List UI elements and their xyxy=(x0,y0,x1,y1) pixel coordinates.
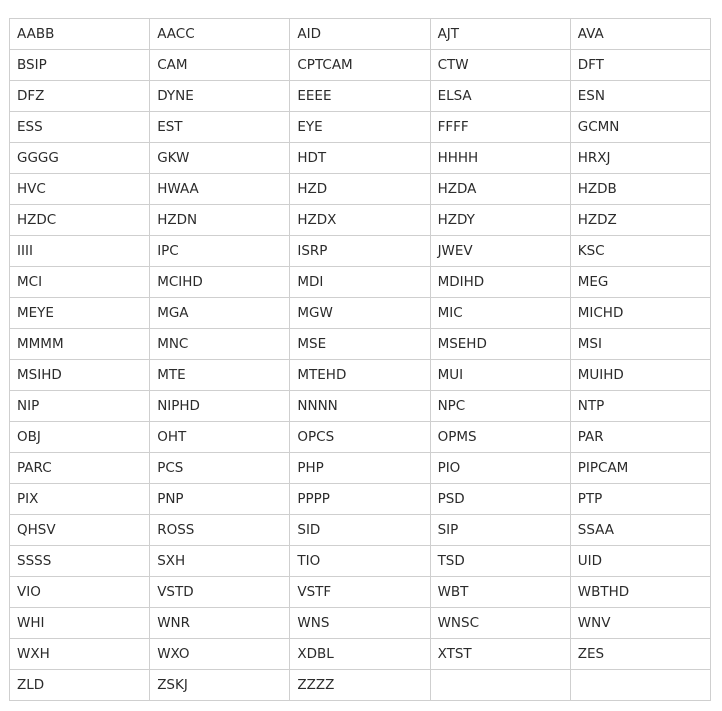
table-cell: TSD xyxy=(430,546,570,577)
table-cell: ESN xyxy=(570,81,710,112)
table-cell: HZDC xyxy=(10,205,150,236)
table-row xyxy=(10,267,711,298)
table-cell: HWAA xyxy=(150,174,290,205)
table-cell: PARC xyxy=(10,453,150,484)
table-cell: MTE xyxy=(150,360,290,391)
table-row xyxy=(10,298,711,329)
codes-table-container xyxy=(9,18,711,701)
table-cell: OPCS xyxy=(290,422,430,453)
table-cell: MSEHD xyxy=(430,329,570,360)
table-row xyxy=(10,484,711,515)
table-cell: MDI xyxy=(290,267,430,298)
table-cell: NIP xyxy=(10,391,150,422)
table-cell: AID xyxy=(290,19,430,50)
table-cell: ISRP xyxy=(290,236,430,267)
table-cell: XTST xyxy=(430,639,570,670)
table-cell: NNNN xyxy=(290,391,430,422)
table-cell: SID xyxy=(290,515,430,546)
table-cell: PCS xyxy=(150,453,290,484)
table-cell: SSSS xyxy=(10,546,150,577)
table-cell: MGA xyxy=(150,298,290,329)
table-cell: UID xyxy=(570,546,710,577)
table-cell: WNS xyxy=(290,608,430,639)
table-cell: JWEV xyxy=(430,236,570,267)
table-cell: NPC xyxy=(430,391,570,422)
table-cell: PHP xyxy=(290,453,430,484)
table-cell: HZDN xyxy=(150,205,290,236)
table-cell: ESS xyxy=(10,112,150,143)
table-cell: MSI xyxy=(570,329,710,360)
table-cell: NTP xyxy=(570,391,710,422)
table-cell: MSIHD xyxy=(10,360,150,391)
table-cell: MUI xyxy=(430,360,570,391)
table-row xyxy=(10,19,711,50)
table-cell: MIC xyxy=(430,298,570,329)
table-cell: WNR xyxy=(150,608,290,639)
table-cell: MNC xyxy=(150,329,290,360)
table-cell: MTEHD xyxy=(290,360,430,391)
table-cell: OBJ xyxy=(10,422,150,453)
table-cell: PIX xyxy=(10,484,150,515)
table-cell: XDBL xyxy=(290,639,430,670)
table-cell: ZSKJ xyxy=(150,670,290,701)
table-cell: ZZZZ xyxy=(290,670,430,701)
table-cell: MDIHD xyxy=(430,267,570,298)
table-cell-empty xyxy=(570,670,710,701)
table-row xyxy=(10,391,711,422)
table-row xyxy=(10,112,711,143)
table-cell: PIPCAM xyxy=(570,453,710,484)
table-cell: MEG xyxy=(570,267,710,298)
table-row xyxy=(10,205,711,236)
table-cell: CAM xyxy=(150,50,290,81)
table-cell: PAR xyxy=(570,422,710,453)
table-cell: WBT xyxy=(430,577,570,608)
table-cell: ELSA xyxy=(430,81,570,112)
table-row xyxy=(10,670,711,701)
table-cell: HHHH xyxy=(430,143,570,174)
table-cell: QHSV xyxy=(10,515,150,546)
table-row xyxy=(10,577,711,608)
table-cell: WNV xyxy=(570,608,710,639)
table-cell: VSTF xyxy=(290,577,430,608)
table-cell: ZLD xyxy=(10,670,150,701)
table-cell: SSAA xyxy=(570,515,710,546)
table-row xyxy=(10,174,711,205)
table-cell: NIPHD xyxy=(150,391,290,422)
table-cell: DYNE xyxy=(150,81,290,112)
table-cell: BSIP xyxy=(10,50,150,81)
table-cell: HZDZ xyxy=(570,205,710,236)
table-cell: IIII xyxy=(10,236,150,267)
table-cell: CPTCAM xyxy=(290,50,430,81)
table-cell: MEYE xyxy=(10,298,150,329)
table-cell: ZES xyxy=(570,639,710,670)
table-cell: HZDY xyxy=(430,205,570,236)
table-row xyxy=(10,453,711,484)
table-cell: DFT xyxy=(570,50,710,81)
table-cell: MMMM xyxy=(10,329,150,360)
table-cell: AJT xyxy=(430,19,570,50)
codes-table xyxy=(9,18,711,701)
table-cell: GGGG xyxy=(10,143,150,174)
table-cell: ROSS xyxy=(150,515,290,546)
table-row xyxy=(10,608,711,639)
table-row xyxy=(10,81,711,112)
table-cell: PNP xyxy=(150,484,290,515)
table-cell: OPMS xyxy=(430,422,570,453)
table-cell: HZDX xyxy=(290,205,430,236)
table-row xyxy=(10,329,711,360)
table-cell: SIP xyxy=(430,515,570,546)
table-cell: EYE xyxy=(290,112,430,143)
table-row xyxy=(10,143,711,174)
table-cell: DFZ xyxy=(10,81,150,112)
table-cell: HZDA xyxy=(430,174,570,205)
table-cell: GKW xyxy=(150,143,290,174)
table-cell: MCIHD xyxy=(150,267,290,298)
table-cell: WXO xyxy=(150,639,290,670)
table-cell: EST xyxy=(150,112,290,143)
table-cell: VIO xyxy=(10,577,150,608)
table-cell: OHT xyxy=(150,422,290,453)
table-row xyxy=(10,546,711,577)
table-row xyxy=(10,422,711,453)
table-cell: FFFF xyxy=(430,112,570,143)
table-cell: SXH xyxy=(150,546,290,577)
table-cell: PSD xyxy=(430,484,570,515)
codes-table-body xyxy=(10,19,711,701)
table-cell: WBTHD xyxy=(570,577,710,608)
table-cell: HDT xyxy=(290,143,430,174)
table-cell: VSTD xyxy=(150,577,290,608)
table-cell: MICHD xyxy=(570,298,710,329)
table-cell: PPPP xyxy=(290,484,430,515)
table-row xyxy=(10,236,711,267)
table-cell: PIO xyxy=(430,453,570,484)
table-cell: WNSC xyxy=(430,608,570,639)
table-cell: TIO xyxy=(290,546,430,577)
table-cell: EEEE xyxy=(290,81,430,112)
table-cell: PTP xyxy=(570,484,710,515)
table-cell: MUIHD xyxy=(570,360,710,391)
table-cell: HZDB xyxy=(570,174,710,205)
table-cell: HZD xyxy=(290,174,430,205)
table-cell: HVC xyxy=(10,174,150,205)
table-row xyxy=(10,360,711,391)
table-cell: AACC xyxy=(150,19,290,50)
table-cell: MCI xyxy=(10,267,150,298)
table-cell: MGW xyxy=(290,298,430,329)
table-cell-empty xyxy=(430,670,570,701)
table-cell: WHI xyxy=(10,608,150,639)
table-cell: KSC xyxy=(570,236,710,267)
table-cell: WXH xyxy=(10,639,150,670)
table-cell: GCMN xyxy=(570,112,710,143)
table-cell: AABB xyxy=(10,19,150,50)
table-cell: IPC xyxy=(150,236,290,267)
table-row xyxy=(10,50,711,81)
table-cell: MSE xyxy=(290,329,430,360)
table-cell: AVA xyxy=(570,19,710,50)
table-cell: HRXJ xyxy=(570,143,710,174)
table-row xyxy=(10,515,711,546)
table-row xyxy=(10,639,711,670)
table-cell: CTW xyxy=(430,50,570,81)
